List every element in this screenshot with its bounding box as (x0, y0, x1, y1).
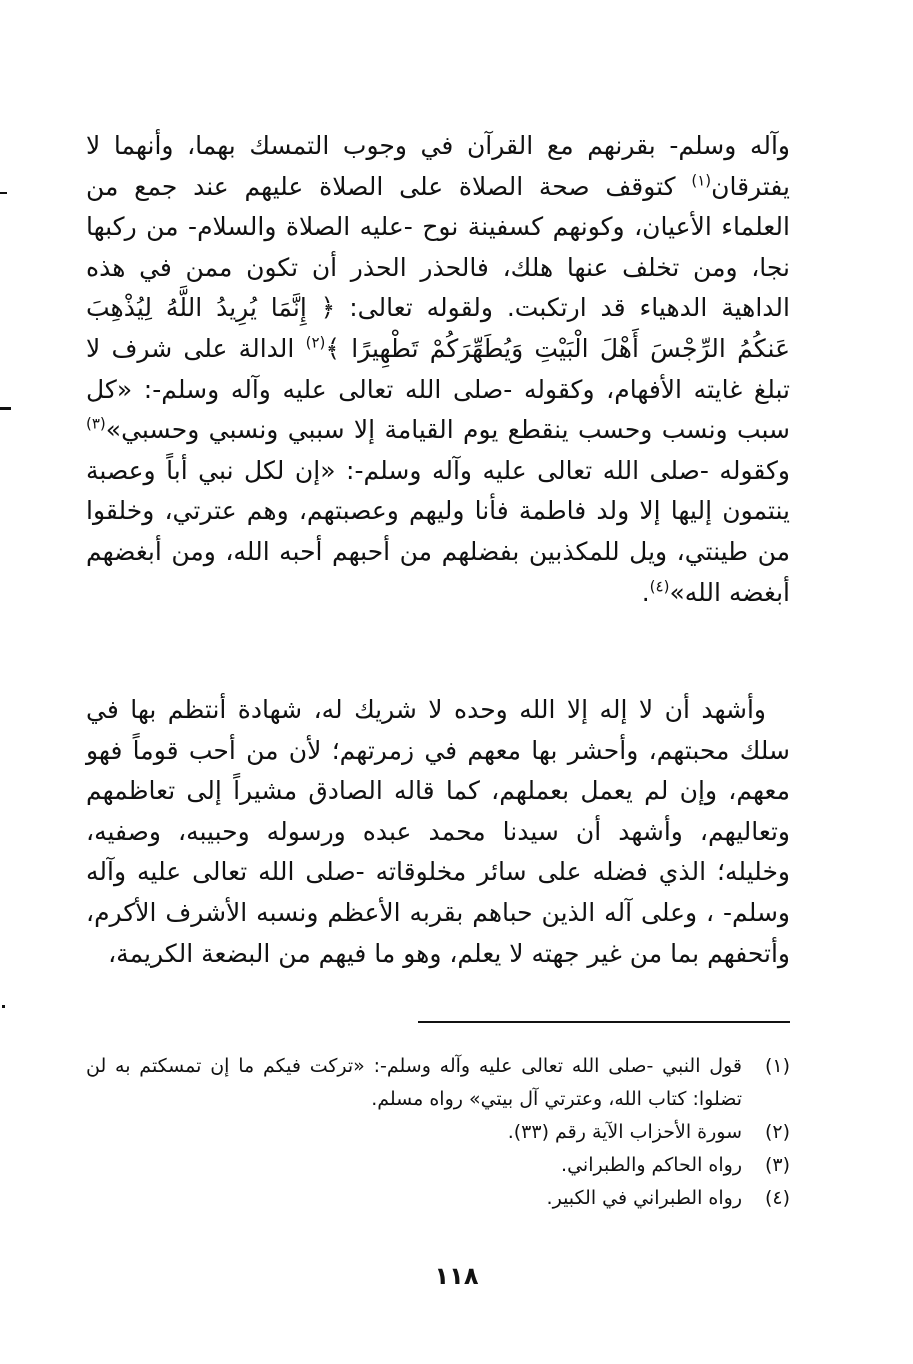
footnote-1 (86, 1050, 790, 1116)
footnote-3 (86, 1149, 790, 1182)
footnote-reference: (١) (691, 171, 712, 190)
footnote-2 (86, 1116, 790, 1149)
footnote-text: رواه الطبراني في الكبير. (546, 1187, 742, 1209)
footnote-text: قول النبي -صلى الله تعالى عليه وآله وسلم-: «تركت فيكم ما إن تمسكتم به لن تضلوا: كتاب الله، وعترتي آل بيتي» رواه مسلم. (86, 1055, 742, 1110)
footnote-number: (٤) (764, 1187, 790, 1209)
footnote-separator (418, 1021, 790, 1023)
body-text-segment: الدالة على شرف لا تبلغ غايته الأفهام، وكقوله -صلى الله تعالى عليه وآله وسلم-: «كل سبب ونسب وحسب ينقطع يوم القيامة إلا سببي ونسبي وحسبي» (86, 333, 790, 445)
page-number: ١١٨ (434, 1262, 479, 1290)
footnote-number: (٢) (764, 1121, 790, 1143)
body-text-segment: وآله وسلم- بقرنهم مع القرآن في وجوب التمسك بهما، وأنهما لا يفترقان (86, 131, 790, 201)
scan-margin-mark (0, 407, 11, 410)
footnote-reference: (٢) (305, 333, 326, 352)
body-text-segment: . (641, 577, 650, 607)
footnote-reference: (٤) (649, 577, 670, 596)
footnote-text: رواه الحاكم والطبراني. (561, 1154, 742, 1176)
footnote-number: (٣) (764, 1154, 790, 1176)
body-paragraph-2 (86, 690, 790, 974)
body-text-segment: كتوقف صحة الصلاة على الصلاة عليهم عند جمع من العلماء الأعيان، وكونهم كسفينة نوح -عليه الصلاة والسلام- من ركبها نجا، ومن تخلف عنها هلك، فالحذر الحذر أن تكون ممن في هذه الداهية الدهياء قد ارتكبت. ولقوله تعالى: ﴿ إِنَّمَا يُرِيدُ اللَّهُ لِيُذْهِبَ عَنكُمُ الرِّجْسَ أَهْلَ الْبَيْتِ وَيُطَهِّرَكُمْ تَطْهِيرًا ﴾ (86, 171, 790, 363)
footnotes-list (86, 1050, 790, 1215)
scan-margin-mark (0, 192, 7, 194)
footnote-number: (١) (764, 1055, 790, 1077)
footnote-4 (86, 1182, 790, 1215)
body-paragraph-1 (86, 126, 790, 613)
body-text-segment: وكقوله -صلى الله تعالى عليه وآله وسلم-: «إن لكل نبي أباً وعصبة ينتمون إليها إلا ولد فاطمة فأنا وليهم وعصبتهم، وهم عترتي، وخلقوا من طينتي، ويل للمكذبين بفضلهم من أحبهم أحبه الله، ومن أبغضهم أبغضه الله» (86, 455, 790, 607)
footnote-reference: (٣) (86, 414, 106, 433)
body-text-segment: وأشهد أن لا إله إلا الله وحده لا شريك له، شهادة أنتظم بها في سلك محبتهم، وأحشر بها معهم في زمرتهم؛ لأن من أحب قوماً فهو معهم، وإن لم يعمل بعملهم، كما قاله الصادق مشيراً إلى تعاظمهم وتعاليهم، وأشهد أن سيدنا محمد عبده ورسوله وحبيبه، وصفيه، وخليله؛ الذي فضله على سائر مخلوقاته -صلى الله تعالى عليه وآله وسلم- ، وعلى آله الذين حباهم بقربه الأعظم ونسبه الأشرف الأكرم، وأتحفهم بما من غير جهته لا يعلم، وهو ما فيهم من البضعة الكريمة، (86, 695, 790, 968)
scan-margin-mark (2, 1005, 5, 1008)
footnote-text: سورة الأحزاب الآية رقم (٣٣). (507, 1121, 742, 1143)
